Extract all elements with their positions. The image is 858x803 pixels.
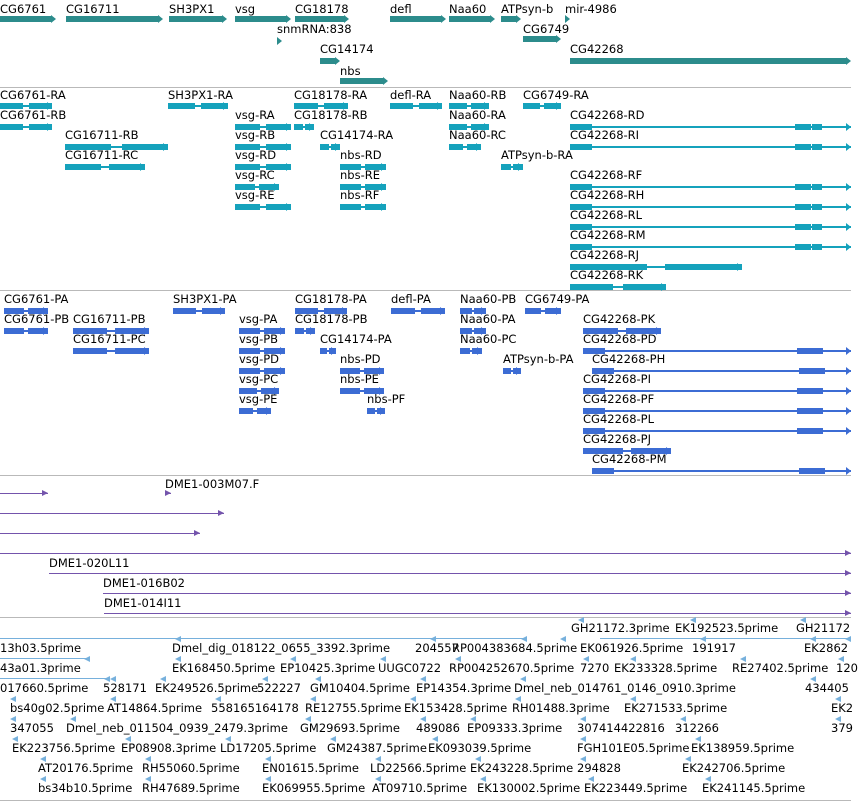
gene-label[interactable]: defl [390,2,412,16]
est-label[interactable]: 7270 [580,661,610,675]
protein-label[interactable]: CG14174-PA [320,332,392,346]
gene-label[interactable]: CG6761 [0,2,47,16]
transcript-label[interactable]: SH3PX1-RA [168,88,233,102]
est-label[interactable]: EP09333.3prime [467,721,563,735]
est-label[interactable]: 489086 [416,721,460,735]
est-label[interactable]: AT09710.5prime [372,781,468,795]
transcript-label[interactable]: Naa60-RA [449,108,506,122]
est-label[interactable]: GM10404.5prime [310,681,410,695]
gene-label[interactable]: Naa60 [449,2,487,16]
est-label[interactable]: RH01488.3prime [512,701,610,715]
est-label[interactable]: 522227 [257,681,301,695]
est-label[interactable]: EK241145.5prime [702,781,806,795]
transcript-label[interactable]: CG16711-RB [65,128,139,142]
transcript-label[interactable]: CG42268-RJ [570,248,640,262]
protein-label[interactable]: vsg-PD [239,352,280,366]
est-label[interactable]: RP004383684.5prime [452,641,578,655]
est-label[interactable]: 204557 [415,641,459,655]
protein-label[interactable]: Naa60-PB [460,292,517,306]
est-label[interactable]: 43a01.3prime [0,661,81,675]
transcript-label[interactable]: CG6749-RA [523,88,589,102]
est-label[interactable]: EK093039.5prime [428,741,532,755]
transcript-label[interactable]: CG6761-RA [0,88,66,102]
gene-label[interactable]: CG16711 [66,2,120,16]
est-label[interactable]: Dmel_neb_011504_0939_2479.3prime [66,721,288,735]
transcript-label[interactable]: CG6761-RB [0,108,67,122]
protein-label[interactable]: nbs-PF [367,392,406,406]
protein-label[interactable]: CG6761-PA [4,292,69,306]
est-label[interactable]: EK223449.5prime [584,781,688,795]
est-label[interactable]: 294828 [577,761,621,775]
est-label[interactable]: AT14864.5prime [107,701,203,715]
transcript-label[interactable]: vsg-RB [235,128,276,142]
est-label[interactable]: 307414422816 [577,721,665,735]
est-label[interactable]: EK130002.5prime [477,781,581,795]
transcript-label[interactable]: CG14174-RA [320,128,394,142]
transcript-label[interactable]: CG42268-RL [570,208,643,222]
protein-label[interactable]: CG42268-PH [592,352,666,366]
est-label[interactable]: RH55060.5prime [142,761,240,775]
est-label[interactable]: EP10425.3prime [280,661,376,675]
est-label[interactable]: EK242706.5prime [682,761,786,775]
est-label[interactable]: EK271533.5prime [624,701,728,715]
transcript-label[interactable]: nbs-RD [340,148,382,162]
protein-label[interactable]: SH3PX1-PA [173,292,237,306]
gene-label[interactable]: mir-4986 [565,2,617,16]
protein-label[interactable]: CG18178-PB [295,312,368,326]
clone-label[interactable]: DME1-016B02 [103,576,185,590]
est-label[interactable]: EK153428.5prime [404,701,508,715]
est-label[interactable]: 017660.5prime [0,681,89,695]
protein-label[interactable]: vsg-PA [239,312,278,326]
protein-label[interactable]: CG42268-PF [583,392,655,406]
transcript-label[interactable]: ATPsyn-b-RA [501,148,573,162]
protein-label[interactable]: CG42268-PJ [583,432,652,446]
gene-label[interactable]: ATPsyn-b [501,2,554,16]
protein-label[interactable]: nbs-PE [340,372,379,386]
est-label[interactable]: LD22566.5prime [370,761,467,775]
est-label[interactable]: bs34b10.5prime [38,781,133,795]
clone-label[interactable]: DME1-014I11 [104,596,182,610]
gene-label[interactable]: vsg [235,2,256,16]
est-label[interactable]: GH21172.3prime [571,621,670,635]
est-label[interactable]: bs40g02.5prime [10,701,105,715]
protein-label[interactable]: nbs-PD [340,352,381,366]
est-label[interactable]: EK138959.5prime [691,741,795,755]
transcript-label[interactable]: CG16711-RC [65,148,139,162]
est-label[interactable]: EP14354.3prime [416,681,512,695]
transcript-label[interactable]: CG42268-RH [570,188,645,202]
protein-label[interactable]: CG6761-PB [4,312,70,326]
est-label[interactable]: EK249526.5prime [155,681,259,695]
est-label[interactable]: GH21172 [796,621,851,635]
est-label[interactable]: 13h03.5prime [0,641,82,655]
est-label[interactable]: RE27402.5prime [732,661,829,675]
transcript-label[interactable]: nbs-RE [340,168,380,182]
protein-label[interactable]: CG42268-PI [583,372,652,386]
gene-label[interactable]: SH3PX1 [169,2,215,16]
protein-label[interactable]: vsg-PC [239,372,279,386]
est-label[interactable]: FGH101E05.5prime [577,741,690,755]
transcript-label[interactable]: vsg-RD [235,148,277,162]
est-label[interactable]: 528171 [103,681,147,695]
transcript-label[interactable]: Naa60-RB [449,88,507,102]
protein-label[interactable]: defl-PA [391,292,431,306]
est-label[interactable]: EK223756.5prime [12,741,116,755]
gene-label[interactable]: CG6749 [523,22,570,36]
protein-label[interactable]: CG18178-PA [295,292,367,306]
est-label[interactable]: EK061926.5prime [580,641,684,655]
est-label[interactable]: RP004252670.5prime [449,661,575,675]
transcript-label[interactable]: CG42268-RI [570,128,640,142]
est-label[interactable]: EK2862 [804,641,849,655]
transcript-label[interactable]: CG42268-RM [570,228,646,242]
est-label[interactable]: Dmel_dig_018122_0655_3392.3prime [172,641,391,655]
protein-label[interactable]: vsg-PB [239,332,279,346]
est-label[interactable]: EK192523.5prime [675,621,779,635]
protein-label[interactable]: vsg-PE [239,392,278,406]
gene-label[interactable]: CG42268 [570,42,624,56]
est-label[interactable]: EP08908.3prime [121,741,217,755]
est-label[interactable]: EK168450.5prime [172,661,276,675]
est-label[interactable]: 347055 [10,721,54,735]
est-label[interactable]: RH47689.5prime [142,781,240,795]
gene-label[interactable]: CG14174 [320,42,374,56]
est-label[interactable]: Dmel_neb_014761_0146_0910.3prime [514,681,736,695]
gene-label[interactable]: snmRNA:838 [277,22,352,36]
transcript-label[interactable]: vsg-RE [235,188,275,202]
est-label[interactable]: EK069955.5prime [262,781,366,795]
protein-label[interactable]: CG42268-PK [583,312,656,326]
est-label[interactable]: 120 [836,661,858,675]
track-separator [0,800,851,801]
protein-label[interactable]: CG6749-PA [525,292,590,306]
est-label[interactable]: 312266 [675,721,719,735]
est-label[interactable]: GM29693.5prime [300,721,400,735]
clone-label[interactable]: DME1-020L11 [49,556,130,570]
est-label[interactable]: EK233328.5prime [614,661,718,675]
transcript-label[interactable]: CG18178-RA [294,88,368,102]
transcript-label[interactable]: vsg-RC [235,168,275,182]
est-label[interactable]: 191917 [692,641,736,655]
protein-label[interactable]: CG16711-PC [73,332,146,346]
protein-label[interactable]: CG42268-PL [583,412,655,426]
est-label[interactable]: 558165164178 [211,701,299,715]
transcript-label[interactable]: nbs-RF [340,188,380,202]
transcript-label[interactable]: vsg-RA [235,108,275,122]
est-label[interactable]: RE12755.5prime [305,701,402,715]
est-label[interactable]: EK2 [831,701,854,715]
protein-label[interactable]: CG16711-PB [73,312,146,326]
gene-label[interactable]: nbs [340,64,361,78]
transcript-label[interactable]: CG18178-RB [294,108,368,122]
transcript-label[interactable]: defl-RA [390,88,432,102]
protein-label[interactable]: ATPsyn-b-PA [503,352,574,366]
est-label[interactable]: GM24387.5prime [327,741,427,755]
protein-label[interactable]: Naa60-PC [460,332,517,346]
est-label[interactable]: EK243228.5prime [470,761,574,775]
est-label[interactable]: LD17205.5prime [220,741,317,755]
track-separator [0,475,851,476]
est-label[interactable]: EN01615.5prime [262,761,359,775]
gene-label[interactable]: CG18178 [295,2,349,16]
transcript-label[interactable]: CG42268-RD [570,108,645,122]
transcript-label[interactable]: CG42268-RK [570,268,644,282]
track-separator [0,290,851,291]
est-label[interactable]: 434405 [805,681,849,695]
track-separator [0,617,851,618]
protein-label[interactable]: Naa60-PA [460,312,516,326]
protein-label[interactable]: CG42268-PM [592,452,667,466]
transcript-label[interactable]: CG42268-RF [570,168,643,182]
clone-label[interactable]: DME1-003M07.F [165,477,260,491]
est-label[interactable]: 379 [831,721,853,735]
est-label[interactable]: AT20176.5prime [38,761,134,775]
transcript-label[interactable]: Naa60-RC [449,128,506,142]
est-label[interactable]: UUGC0722 [378,661,442,675]
protein-label[interactable]: CG42268-PD [583,332,657,346]
